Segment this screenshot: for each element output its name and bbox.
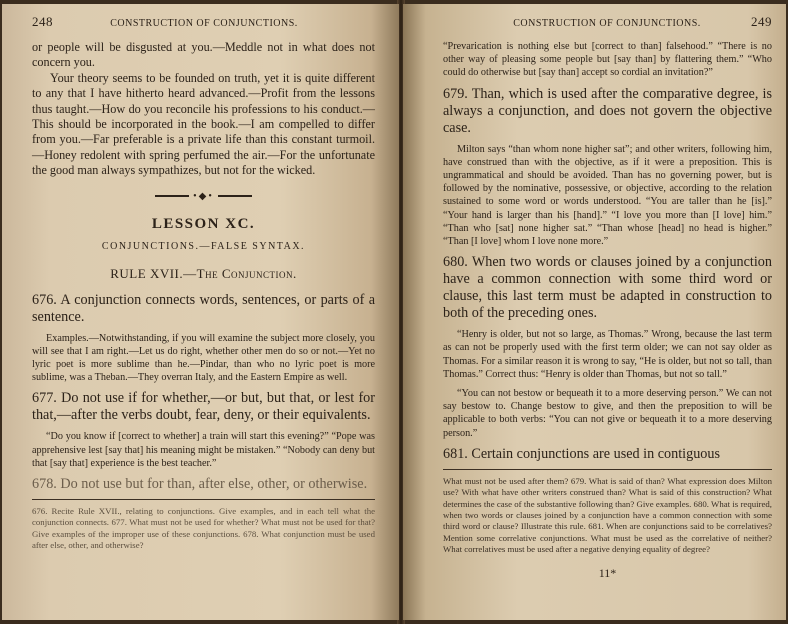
discussion-679: Milton says “than whom none higher sat”; and other writers, following him, have construed than with the objective, as if it were a preposition. This is ungrammatical and should be avoided. Than has no governing power, but is followed by the nominative, possessive, or objective, according to the relation sustained to some word or words understood. “You are taller than he [is].” “Your hand is larger than his [hand].” “I love you more than [I love] him.” “Than who [sat] none higher sat.” “Than whose [head] no head is higher.” “Than [I love] whom I love none more.”: [443, 143, 772, 248]
examples-677: “Do you know if [correct to whether] a train will start this evening?” “Pope was apprehensive lest [say that] his meaning might be mistaken.” “Nobody can deny but that [say that] experience is the best teacher.”: [32, 431, 375, 469]
lesson-subtitle: CONJUNCTIONS.—FALSE SYNTAX.: [101, 240, 306, 252]
section-ornament: •◆•: [32, 191, 375, 202]
running-header-right: [443, 14, 772, 30]
rule-676: 676. A conjunction connects words, sentences, or parts of a sentence.: [32, 291, 375, 325]
footnote-divider-right: [443, 469, 772, 470]
continued-examples: “Prevarication is nothing else but [correct to than] falsehood.” “There is no other way of pleasing some people but [say than] by flattering them.” “Who could do otherwise but [say than] accept so cordial an invitation?”: [443, 41, 772, 79]
rule-680: 680. When two words or clauses joined by a conjunction have a common connection with some third word or clause, this last term must be adapted in construction to both of the preceding ones.: [443, 254, 772, 322]
exercise-paragraph: Your theory seems to be founded on truth, yet it is quite different to any that I have hitherto heard advanced.—Profit from the lessons thus taught.—How do you reconcile his professions to his conduct.—This should be incorporated in the book.—I am compelled to differ from you.—Far preferable is a private life than this constant turmoil.—Honey redolent with spring perfumed the air.—For the unfortunate the good man always sympathizes, but not for the wicked.: [32, 70, 375, 178]
discussion-680b: “You can not bestow or bequeath it to a more deserving person.” We can not say bestow to. Change bestow to give, and then the preposition to will be applicable to both verbs: “You can not give or bequeath it to a more deserving person.”: [443, 388, 772, 439]
page-number-left: 248: [32, 14, 53, 29]
rule-678: 678. Do not use but for than, after else, other, or otherwise.: [32, 476, 368, 493]
discussion-680: “Henry is older, but not so large, as Thomas.” Wrong, because the last term as can not be properly used with the first term older; we can not say older as Thomas. For a similar reason it is wrong to say, “He is older, but not so tall, than Thomas.” Correct thus: “Henry is older than Thomas, but not so tall.”: [443, 329, 772, 380]
left-body: [32, 40, 375, 179]
running-header-left: [32, 14, 375, 30]
right-page: [403, 4, 786, 620]
left-page: [2, 4, 399, 620]
signature-mark: 11*: [598, 565, 617, 580]
page-number-right: 249: [751, 14, 772, 29]
continued-paragraph: or people will be disgusted at you.—Meddle not in what does not concern you.: [32, 40, 375, 70]
rule-679: 679. Than, which is used after the comparative degree, is always a conjunction, and does not govern the objective case.: [443, 85, 772, 136]
examples-676: Examples.—Notwithstanding, if you will examine the subject more closely, you will see that I am right.—Let us do right, whether other men do so or not.—Yet no lyric poet is more sublime than he.—Pindar, than who no lyric poet is more sublime, was a Theban.—They overran Italy, and the Eastern Empire as well.: [32, 332, 375, 384]
rule-heading: RULE XVII.—The Conjunction.: [110, 265, 297, 281]
running-head-title-left: CONSTRUCTION OF CONJUNCTIONS.: [110, 18, 298, 29]
rule-681: 681. Certain conjunctions are used in contiguous: [443, 445, 720, 462]
lesson-title: LESSON XC.: [151, 215, 256, 232]
running-head-title-right: CONSTRUCTION OF CONJUNCTIONS.: [513, 18, 701, 29]
footnote-right: What must not be used after them? 679. What is said of than? What expression does Milton use? With what have other writers construed than? What is said of this construction? What determines the case of the substantive following than? Give examples. 680. What is required, when two words or clauses joined by a conjunction have a common connection with some third word or clause? Illustrate this rule. 681. When are conjunctions said to be correlatives? Mention some correlative conjunctions. What must be used as the correlative of neither? What correlatives must be used after a negative denying equality of degree?: [443, 475, 772, 555]
rule-677: 677. Do not use if for whether,—or but, but that, or lest for that,—after the verbs doubt, fear, deny, or their equivalents.: [32, 390, 375, 424]
footnote-divider-left: [32, 499, 375, 500]
footnote-left: 676. Recite Rule XVII., relating to conjunctions. Give examples, and in each tell what the conjunction connects. 677. What must not be used for whether? What must not be used for that? Give examples of the improper use of these conjunctions. 678. What conjunction must be used after else, other, and otherwise?: [32, 506, 375, 551]
